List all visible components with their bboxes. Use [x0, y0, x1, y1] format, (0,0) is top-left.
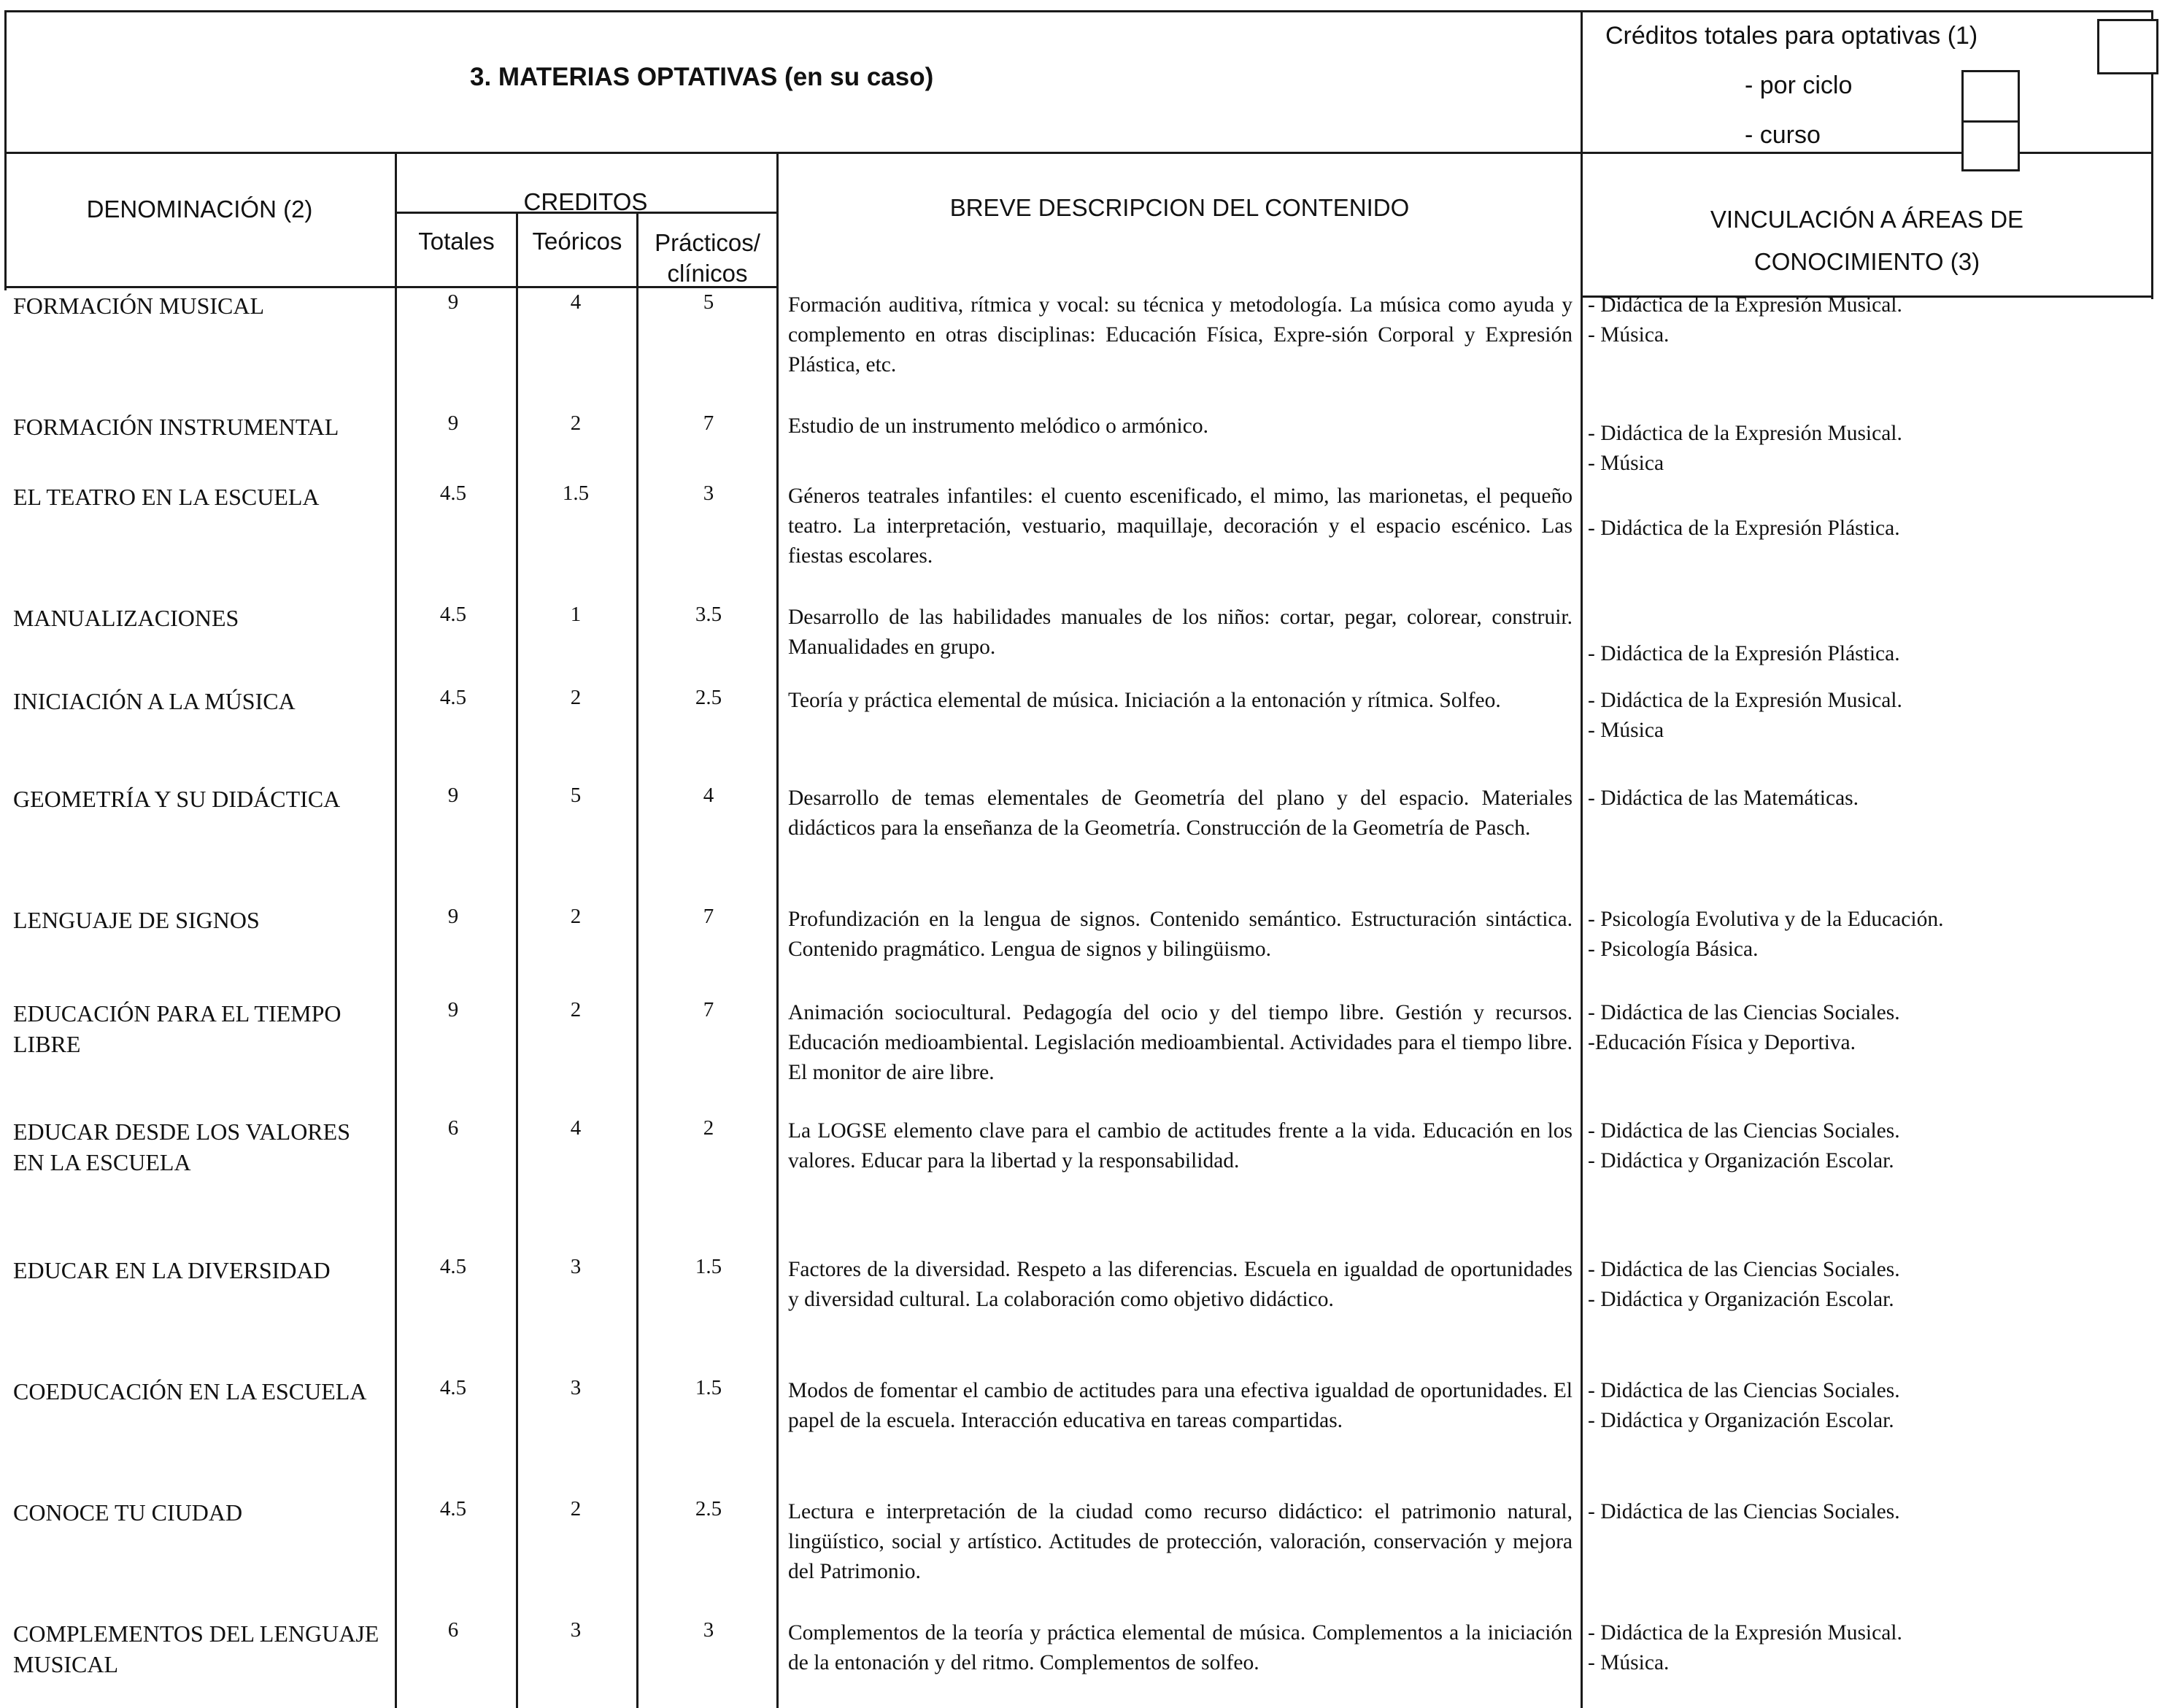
- col-divider-practicos: [776, 152, 779, 1708]
- vinculacion-list: [1588, 1497, 2172, 1527]
- credito-practicos: 4: [703, 784, 714, 807]
- col-divider-totales: [516, 212, 518, 1708]
- credito-practicos: 3.5: [695, 603, 722, 626]
- creditos-totales-box[interactable]: [2097, 19, 2158, 74]
- vinculacion-list: [1588, 290, 2172, 350]
- col-creditos: CREDITOS: [523, 188, 648, 215]
- vinculacion-item: - Didáctica de la Expresión Musical.: [1588, 689, 1902, 712]
- vinculacion-item: - Didáctica y Organización Escolar.: [1588, 1149, 1894, 1172]
- left-border: [4, 10, 7, 290]
- vinculacion-list: [1588, 905, 2172, 965]
- col-vinculacion-line1: VINCULACIÓN A ÁREAS DE: [1710, 206, 2024, 233]
- page-title: 3. MATERIAS OPTATIVAS (en su caso): [470, 63, 934, 91]
- vinculacion-item: - Didáctica y Organización Escolar.: [1588, 1409, 1894, 1432]
- credito-teoricos: 5: [570, 784, 582, 807]
- vinculacion-item: - Música.: [1588, 1651, 1670, 1674]
- col-divider-name: [395, 152, 397, 1708]
- col-teoricos: Teóricos: [532, 228, 622, 255]
- materia-descripcion: Modos de fomentar el cambio de actitudes para una efectiva igualdad de oportunidades. El papel de la escuela. Interacción educativa en tareas compartidas.: [788, 1379, 1573, 1432]
- materia-name: COMPLEMENTOS DEL LENGUAJE MUSICAL: [13, 1620, 379, 1677]
- materia-descripcion: Estudio de un instrumento melódico o armónico.: [788, 414, 1208, 438]
- vinculacion-list: [1588, 639, 2172, 669]
- materia-name: LENGUAJE DE SIGNOS: [13, 907, 260, 933]
- credito-practicos: 2.5: [695, 1497, 722, 1520]
- top-border: [4, 10, 2153, 12]
- vinculacion-item: -Educación Física y Deportiva.: [1588, 1031, 1856, 1054]
- materia-name: GEOMETRÍA Y SU DIDÁCTICA: [13, 786, 341, 812]
- credito-teoricos: 1.5: [562, 482, 590, 505]
- vinculacion-item: - Didáctica de las Ciencias Sociales.: [1588, 1500, 1900, 1523]
- credito-practicos: 2.5: [695, 686, 722, 709]
- materia-descripcion: La LOGSE elemento clave para el cambio de actitudes frente a la vida. Educación en los valores. Educar para la libertad y la responsabilidad.: [788, 1119, 1573, 1172]
- vinculacion-item: - Didáctica de las Matemáticas.: [1588, 787, 1859, 810]
- credito-totales: 4.5: [439, 1376, 467, 1399]
- vinculacion-list: [1588, 514, 2172, 544]
- materia-descripcion: Lectura e interpretación de la ciudad como recurso didáctico: el patrimonio natural, lingüístico, social y artístico. Actitudes de protección, valoración, conservación y mejora del Patrimonio.: [788, 1500, 1573, 1583]
- materia-descripcion: Complementos de la teoría y práctica elemental de música. Complementos a la iniciación de la entonación y del ritmo. Complementos de solfeo.: [788, 1621, 1573, 1674]
- credito-totales: 9: [447, 905, 459, 928]
- credito-totales: 4.5: [439, 1255, 467, 1278]
- credito-teoricos: 2: [570, 686, 582, 709]
- vinculacion-item: - Didáctica y Organización Escolar.: [1588, 1288, 1894, 1311]
- vinculacion-list: [1588, 1618, 2172, 1678]
- vinculacion-item: - Didáctica de la Expresión Musical.: [1588, 1621, 1902, 1645]
- materia-name: FORMACIÓN MUSICAL: [13, 293, 265, 319]
- col-vinculacion: [1583, 198, 2151, 283]
- credito-practicos: 7: [703, 998, 714, 1021]
- vinculacion-list: [1588, 419, 2172, 479]
- credito-totales: 4.5: [439, 603, 467, 626]
- materia-descripcion: Formación auditiva, rítmica y vocal: su técnica y metodología. La música como ayuda y complemento en otras disciplinas: Educación Física, Expre-sión Corporal y Expresión Plástica, etc.: [788, 293, 1573, 376]
- col-totales: Totales: [418, 228, 495, 255]
- credito-totales: 4.5: [439, 482, 467, 505]
- por-ciclo-box[interactable]: [1961, 70, 2020, 123]
- credito-totales: 9: [447, 411, 459, 435]
- vinculacion-item: - Didáctica de la Expresión Musical.: [1588, 293, 1902, 317]
- col-practicos-line2: clínicos: [667, 260, 748, 287]
- vinculacion-item: - Música: [1588, 452, 1664, 475]
- por-ciclo-label: - por ciclo: [1745, 72, 1853, 99]
- materia-name: INICIACIÓN A LA MÚSICA: [13, 688, 296, 714]
- credito-teoricos: 2: [570, 905, 582, 928]
- materia-name: CONOCE TU CIUDAD: [13, 1499, 243, 1526]
- materia-descripcion: Animación sociocultural. Pedagogía del ocio y del tiempo libre. Gestión y recursos. Educación medioambiental. Legislación medioambiental. Actividades para el tiempo libre. El monitor de aire libre.: [788, 1001, 1573, 1084]
- credito-practicos: 2: [703, 1116, 714, 1140]
- header-separator: [4, 152, 2153, 154]
- credito-teoricos: 3: [570, 1618, 582, 1642]
- credito-practicos: 7: [703, 411, 714, 435]
- credito-totales: 9: [447, 784, 459, 807]
- vinculacion-item: - Didáctica de la Expresión Plástica.: [1588, 642, 1900, 665]
- credito-teoricos: 3: [570, 1255, 582, 1278]
- materia-name: EDUCAR DESDE LOS VALORES EN LA ESCUELA: [13, 1118, 350, 1175]
- credito-teoricos: 2: [570, 411, 582, 435]
- col-divider-teoricos: [636, 212, 638, 1708]
- col-practicos: [638, 228, 776, 289]
- vinculacion-list: [1588, 1376, 2172, 1436]
- vinculacion-list: [1588, 784, 2172, 814]
- vinculacion-list: [1588, 1255, 2172, 1315]
- vinculacion-item: - Psicología Evolutiva y de la Educación.: [1588, 908, 1944, 931]
- credito-practicos: 1.5: [695, 1255, 722, 1278]
- creditos-totales-label: Créditos totales para optativas (1): [1605, 22, 1978, 50]
- credito-totales: 4.5: [439, 1497, 467, 1520]
- materia-descripcion: Factores de la diversidad. Respeto a las diferencias. Escuela en igualdad de oportunidades y diversidad cultural. La colaboración como objetivo didáctico.: [788, 1258, 1573, 1311]
- credito-totales: 4.5: [439, 686, 467, 709]
- credito-teoricos: 2: [570, 1497, 582, 1520]
- materia-descripcion: Profundización en la lengua de signos. Contenido semántico. Estructuración sintáctica. Contenido pragmático. Lengua de signos y bilingüismo.: [788, 908, 1573, 961]
- materia-name: MANUALIZACIONES: [13, 605, 239, 631]
- credito-teoricos: 4: [570, 1116, 582, 1140]
- vinculacion-item: - Didáctica de la Expresión Musical.: [1588, 422, 1902, 445]
- vinculacion-item: - Música.: [1588, 323, 1670, 347]
- vinculacion-item: - Didáctica de las Ciencias Sociales.: [1588, 1001, 1900, 1024]
- credito-totales: 9: [447, 998, 459, 1021]
- materia-name: FORMACIÓN INSTRUMENTAL: [13, 414, 339, 440]
- vinculacion-item: - Didáctica de las Ciencias Sociales.: [1588, 1379, 1900, 1402]
- materia-name: COEDUCACIÓN EN LA ESCUELA: [13, 1378, 367, 1404]
- materia-descripcion: Desarrollo de temas elementales de Geometría del plano y del espacio. Materiales didácticos para la enseñanza de la Geometría. Construcción de la Geometría de Pasch.: [788, 787, 1573, 840]
- vinculacion-list: [1588, 686, 2172, 746]
- materia-descripcion: Géneros teatrales infantiles: el cuento escenificado, el mimo, las marionetas, el pequeño teatro. La interpretación, vestuario, maquillaje, decoración y el espacio escénico. Las fiestas escolares.: [788, 484, 1573, 568]
- credito-teoricos: 4: [570, 290, 582, 314]
- credito-totales: 6: [447, 1116, 459, 1140]
- vinculacion-item: - Psicología Básica.: [1588, 938, 1759, 961]
- materia-descripcion: Teoría y práctica elemental de música. Iniciación a la entonación y rítmica. Solfeo.: [788, 689, 1501, 712]
- credito-teoricos: 3: [570, 1376, 582, 1399]
- col-descripcion: BREVE DESCRIPCION DEL CONTENIDO: [949, 194, 1410, 221]
- vinculacion-item: - Didáctica de las Ciencias Sociales.: [1588, 1119, 1900, 1143]
- materia-descripcion: Desarrollo de las habilidades manuales de los niños: cortar, pegar, colorear, construir. Manualidades en grupo.: [788, 606, 1573, 659]
- materia-name: EDUCAR EN LA DIVERSIDAD: [13, 1257, 331, 1283]
- col-denominacion: DENOMINACIÓN (2): [86, 196, 313, 223]
- materia-name: EL TEATRO EN LA ESCUELA: [13, 484, 320, 510]
- curso-box[interactable]: [1961, 120, 2020, 171]
- credito-practicos: 3: [703, 482, 714, 505]
- credito-practicos: 3: [703, 1618, 714, 1642]
- materia-name: EDUCACIÓN PARA EL TIEMPO LIBRE: [13, 1000, 342, 1057]
- credito-totales: 9: [447, 290, 459, 314]
- credito-practicos: 7: [703, 905, 714, 928]
- credito-teoricos: 1: [570, 603, 582, 626]
- vinculacion-list: [1588, 1116, 2172, 1176]
- col-practicos-line1: Prácticos/: [655, 229, 760, 256]
- vinculacion-list: [1588, 998, 2172, 1058]
- credito-practicos: 5: [703, 290, 714, 314]
- vinculacion-item: - Didáctica de las Ciencias Sociales.: [1588, 1258, 1900, 1281]
- vinculacion-item: - Música: [1588, 719, 1664, 742]
- credito-totales: 6: [447, 1618, 459, 1642]
- col-vinculacion-line2: CONOCIMIENTO (3): [1753, 248, 1980, 275]
- vinculacion-item: - Didáctica de la Expresión Plástica.: [1588, 517, 1900, 540]
- credito-teoricos: 2: [570, 998, 582, 1021]
- curso-label: - curso: [1745, 121, 1821, 149]
- credito-practicos: 1.5: [695, 1376, 722, 1399]
